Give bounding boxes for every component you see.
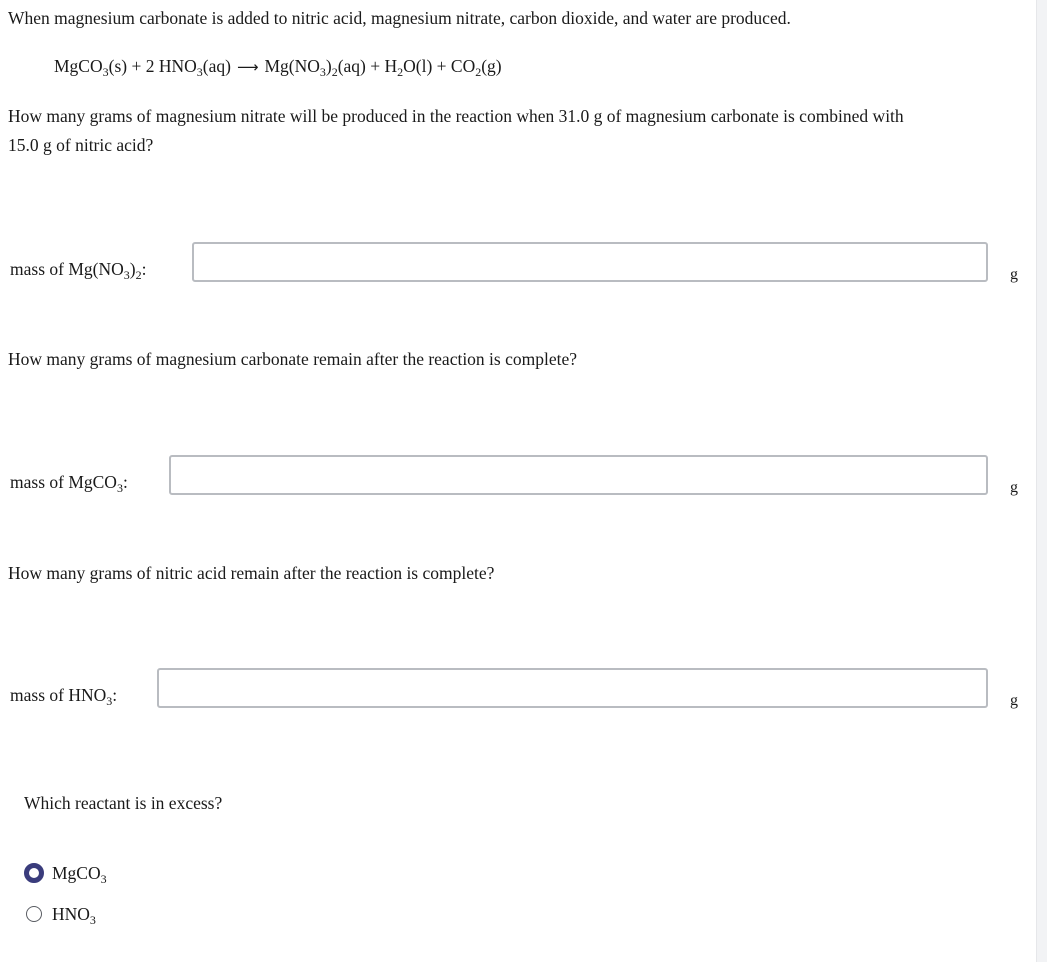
option-mgco3[interactable]	[26, 860, 107, 886]
intro-text: When magnesium carbonate is added to nitric acid, magnesium nitrate, carbon dioxide, and water are produced.	[8, 8, 791, 28]
eq-term: (aq) + H	[337, 56, 398, 76]
eq-term: (s) + 2 HNO	[108, 56, 197, 76]
eq-term: O(l) + CO	[403, 56, 476, 76]
chemical-equation	[54, 54, 502, 79]
eq-term: MgCO	[54, 56, 103, 76]
option-label: MgCO$_3$	[52, 862, 107, 886]
mass-hno3-input[interactable]	[157, 668, 988, 708]
question-2: How many grams of magnesium carbonate remain after the reaction is complete?	[8, 349, 578, 369]
eq-sub: 2	[397, 65, 404, 79]
field-1-label: mass of $Mg(NO_3)_2$:	[10, 259, 147, 282]
eq-sub: 2	[331, 65, 338, 79]
eq-sub: 2	[475, 65, 482, 79]
mass-mg-no3-2-input[interactable]	[192, 242, 988, 282]
eq-sub: 3	[319, 65, 326, 79]
field-2-label: mass of MgCO$_3$:	[10, 472, 128, 495]
eq-sub: 3	[102, 65, 109, 79]
mass-mgco3-input[interactable]	[169, 455, 988, 495]
eq-term: )	[325, 56, 332, 76]
question-1-line-1: How many grams of magnesium nitrate will be produced in the reaction when 31.0 g of magnesium carbonate is combined with	[8, 106, 904, 126]
eq-sub: 3	[196, 65, 203, 79]
eq-term: Mg(NO	[264, 56, 320, 76]
eq-term: (aq)	[202, 56, 231, 76]
scrollbar-track	[1036, 0, 1047, 962]
eq-term: (g)	[481, 56, 502, 76]
reaction-arrow: ⟶	[236, 58, 259, 76]
question-3: How many grams of nitric acid remain after the reaction is complete?	[8, 563, 495, 583]
radio-selected-icon[interactable]	[24, 863, 44, 883]
unit-label: g	[1010, 479, 1018, 496]
radio-unselected-icon[interactable]	[26, 906, 42, 922]
question-4: Which reactant is in excess?	[24, 793, 223, 813]
option-label: $HNO_3$	[52, 903, 96, 927]
unit-label: g	[1010, 266, 1018, 283]
field-3-label: mass of $HNO_3$:	[10, 685, 118, 708]
question-1-line-2: 15.0 g of nitric acid?	[8, 135, 154, 155]
unit-label: g	[1010, 692, 1018, 709]
option-hno3[interactable]	[26, 901, 96, 927]
